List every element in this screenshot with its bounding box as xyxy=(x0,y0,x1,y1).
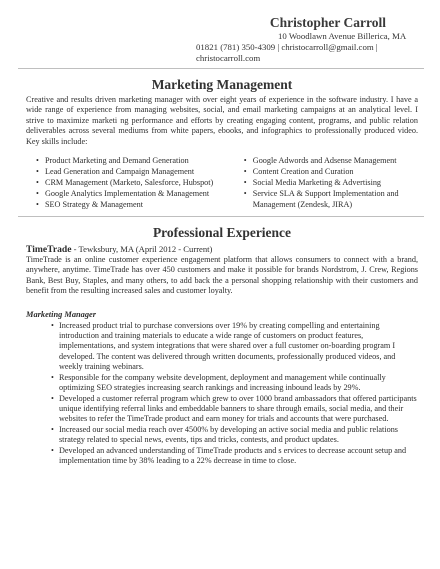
skill-item: • Product Marketing and Demand Generation xyxy=(36,155,224,166)
skill-item: • Social Media Marketing & Advertising xyxy=(244,177,418,188)
skill-item: • CRM Management (Marketo, Salesforce, Hubspot) xyxy=(36,177,224,188)
job-role: Marketing Manager xyxy=(26,309,97,319)
skill-item: • Lead Generation and Campaign Management xyxy=(36,166,224,177)
contact-line: 01821 (781) 350-4309 | christocarroll@gmail.com | xyxy=(196,42,378,52)
company-meta: - Tewksbury, MA (April 2012 - Current) xyxy=(71,244,213,255)
summary-text: Creative and results driven marketing manager with over eight years of experience in the software industry. I have a wide range of experience from managing websites, social, and email marketing campaigns at an analytical level. I strive to maximize marketi ng performance and efforts by creating engaging content, programs, and public relation deliverables across several mediums from white papers, ebooks, and infographics to professionally produced video. Key skills include: xyxy=(26,95,418,146)
achievement-item: • Responsible for the company website development, deployment and management while continually optimizing SEO strategies increasing search rankings and increasing inbound leads by 29%. xyxy=(53,373,418,394)
header-divider xyxy=(18,68,424,69)
website-line: christocarroll.com xyxy=(196,53,261,63)
skills-right-column xyxy=(234,155,418,210)
skill-item: • Service SLA & Support Implementation and Management (Zendesk, JIRA) xyxy=(244,188,418,210)
company-name: TimeTrade xyxy=(26,244,72,256)
skill-item: • Content Creation and Curation xyxy=(244,166,418,177)
achievement-list xyxy=(26,321,418,467)
contact-block xyxy=(26,31,418,64)
resume-header xyxy=(26,14,418,64)
skills-left-column xyxy=(26,155,224,210)
achievement-item: • Developed an advanced understanding of TimeTrade products and s ervices to decrease account setup and implementation time by 38% leading to a 22% decrease in time to close. xyxy=(53,446,418,467)
achievement-item: • Developed a customer referral program which grew to over 1000 brand ambassadors that offered participants unique identifying referral links and embeddable banners to share through emails, social media, and their websites to refer the TimeTrade product and earn money for trials and accounts that were purchased. xyxy=(53,394,418,425)
section-divider xyxy=(18,216,424,217)
experience-title: Professional Experience xyxy=(152,225,292,241)
skills-list xyxy=(26,155,418,210)
candidate-name: Christopher Carroll xyxy=(269,15,386,30)
company-description: TimeTrade is an online customer experience engagement platform that allows consumers to connect with a brand, anywhere, anytime. TimeTrade has over 450 customers and make it possible for brands Nordstrom, J. Crew, Regions Bank, Best Buy, Staples, and many others, to add back the a personal shopping relationship with their customers and benefit from the resulting increased sales and customer loyalty. xyxy=(26,255,418,296)
skill-item: • SEO Strategy & Management xyxy=(36,199,224,210)
achievement-item: • Increased our social media reach over 4500% by developing an active social media and public relations strategy related to special news, events, tips and tricks, contests, and product updates. xyxy=(53,425,418,446)
summary-title: Marketing Management xyxy=(151,77,293,92)
company-line xyxy=(26,244,418,255)
skill-item: • Google Analytics Implementation & Management xyxy=(36,188,224,199)
achievement-item: • Increased product trial to purchase conversions over 19% by creating compelling and entertaining introduction and training materials to educate a wide range of customers on product features, implementations, and system integrations that were shared over a full customer on-boarding program I developed. The content was delivered through written documents, professionally produced videos, and weekly training webinars. xyxy=(53,321,418,373)
address-line: 10 Woodlawn Avenue Billerica, MA xyxy=(278,31,407,41)
skill-item: • Google Adwords and Adsense Management xyxy=(244,155,418,166)
